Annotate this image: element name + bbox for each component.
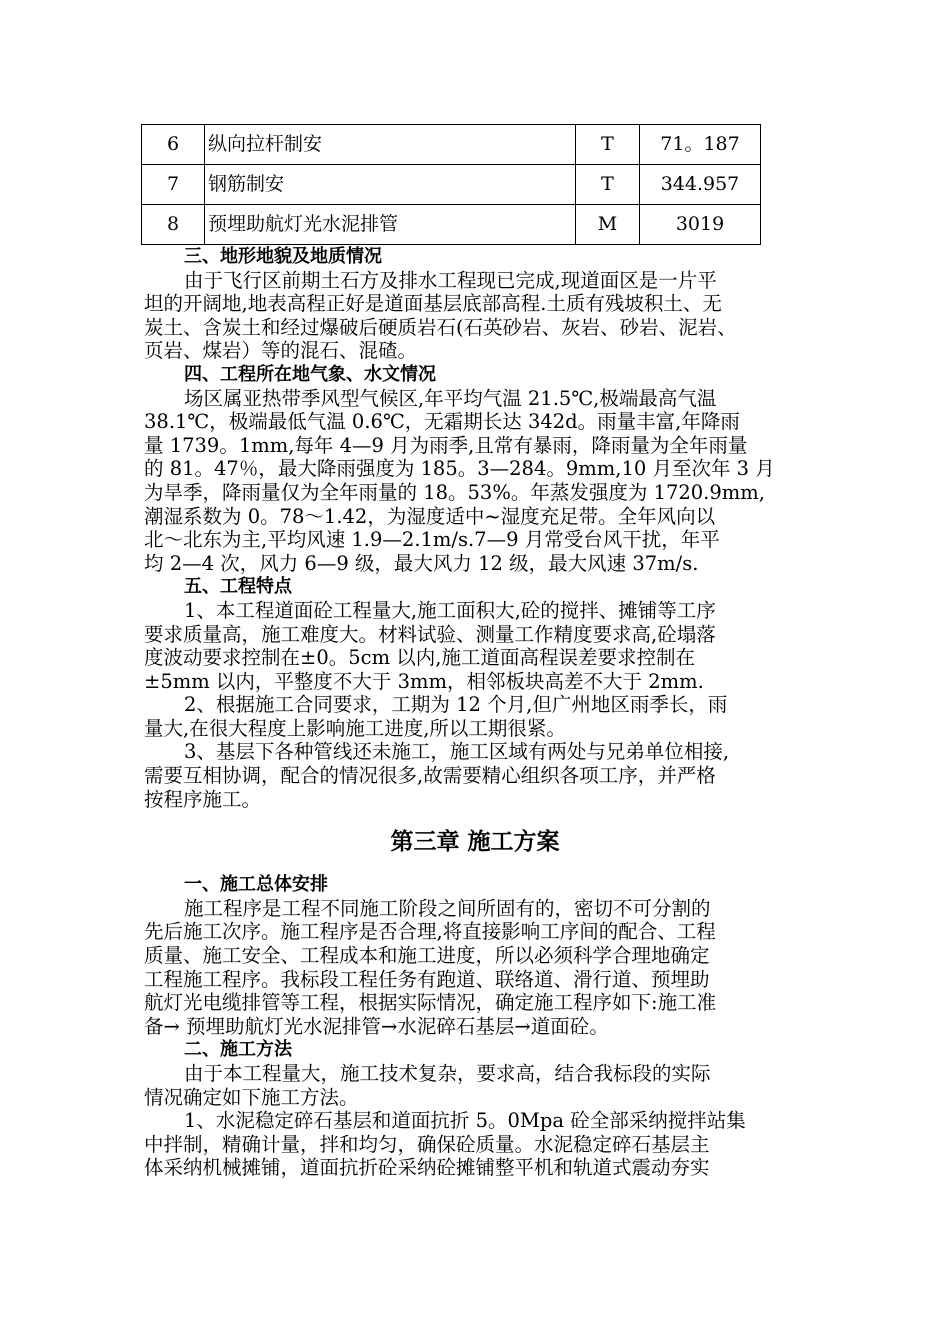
- table-row: [142, 205, 761, 245]
- item-name: 钢筋制安: [205, 165, 576, 205]
- paragraph-line: 均 2—4 次，风力 6—9 级，最大风力 12 级，最大风速 37m/s.: [144, 551, 699, 575]
- paragraph-line: 由于飞行区前期土石方及排水工程现已完成,现道面区是一片平: [184, 268, 717, 292]
- paragraph-line: ±5mm 以内，平整度不大于 3mm，相邻板块高差不大于 2mm.: [144, 669, 704, 693]
- section-heading-methods: 二、施工方法: [184, 1039, 292, 1061]
- paragraph-line: 3、基层下各种管线还未施工，施工区域有两处与兄弟单位相接,: [184, 740, 730, 764]
- item-quantity: 3019: [640, 205, 761, 245]
- quantity-table: [141, 124, 761, 245]
- item-name: 纵向拉杆制安: [205, 125, 576, 165]
- paragraph-line: 情况确定如下施工方法。: [144, 1085, 359, 1109]
- item-quantity: 344.957: [640, 165, 761, 205]
- item-unit: M: [576, 205, 640, 245]
- item-quantity: 71。187: [640, 125, 761, 165]
- paragraph-line: 先后施工次序。施工程序是否合理,将直接影响工序间的配合、工程: [144, 920, 716, 944]
- paragraph-line: 2、根据施工合同要求，工期为 12 个月,但广州地区雨季长，雨: [184, 693, 728, 717]
- paragraph-line: 度波动要求控制在±0。5cm 以内,施工道面高程误差要求控制在: [144, 646, 695, 670]
- paragraph-line: 场区属亚热带季风型气候区,年平均气温 21.5℃,极端最高气温: [184, 386, 717, 410]
- chapter-title: 第三章 施工方案: [390, 829, 560, 856]
- paragraph-line: 中拌制，精确计量，拌和均匀，确保砼质量。水泥稳定碎石基层主: [144, 1132, 710, 1156]
- body-text: [144, 245, 806, 1180]
- row-number: 8: [142, 205, 205, 245]
- paragraph-line: 北～北东为主,平均风速 1.9—2.1m/s.7—9 月常受台风干扰，年平: [144, 528, 720, 552]
- paragraph-line: 坦的开阔地,地表高程正好是道面基层底部高程.土质有残坡积土、无: [144, 292, 722, 316]
- section-heading-climate: 四、工程所在地气象、水文情况: [184, 363, 436, 385]
- paragraph-line: 的 81。47％，最大降雨强度为 185。3—284。9mm,10 月至次年 3 月: [144, 457, 775, 481]
- row-number: 7: [142, 165, 205, 205]
- row-number: 6: [142, 125, 205, 165]
- paragraph-line: 38.1℃，极端最低气温 0.6℃，无霜期长达 342d。雨量丰富,年降雨: [144, 410, 740, 434]
- paragraph-line: 1、水泥稳定碎石基层和道面抗折 5。0Mpa 砼全部采纳搅拌站集: [184, 1109, 746, 1133]
- paragraph-line: 量大,在很大程度上影响施工进度,所以工期很紧。: [144, 716, 566, 740]
- paragraph-line: 航灯光电缆排管等工程，根据实际情况，确定施工程序如下:施工准: [144, 991, 717, 1015]
- table-row: [142, 125, 761, 165]
- paragraph-line: 备→ 预埋助航灯光水泥排管→水泥碎石基层→道面砼。: [144, 1014, 609, 1038]
- item-name: 预埋助航灯光水泥排管: [205, 205, 576, 245]
- paragraph-line: 炭土、含炭土和经过爆破后硬质岩石(石英砂岩、灰岩、砂岩、泥岩、: [144, 315, 737, 339]
- paragraph-line: 体采纳机械摊铺，道面抗折砼采纳砼摊铺整平机和轨道式震动夯实: [144, 1156, 710, 1180]
- section-heading-features: 五、工程特点: [184, 576, 292, 598]
- paragraph-line: 质量、施工安全、工程成本和施工进度，所以必须科学合理地确定: [144, 944, 710, 968]
- paragraph-line: 页岩、煤岩）等的混石、混碴。: [144, 339, 418, 363]
- item-unit: T: [576, 165, 640, 205]
- paragraph-line: 潮湿系数为 0。78～1.42，为湿度适中~湿度充足带。全年风向以: [144, 504, 716, 528]
- paragraph-line: 工程施工程序。我标段工程任务有跑道、联络道、滑行道、预埋助: [144, 967, 710, 991]
- paragraph-line: 施工程序是工程不同施工阶段之间所固有的，密切不可分割的: [184, 896, 711, 920]
- section-heading-overall-plan: 一、施工总体安排: [184, 874, 328, 896]
- paragraph-line: 按程序施工。: [144, 787, 262, 811]
- paragraph-line: 量 1739。1mm,每年 4—9 月为雨季,且常有暴雨，降雨量为全年雨量: [144, 433, 748, 457]
- paragraph-line: 由于本工程量大，施工技术复杂，要求高，结合我标段的实际: [184, 1062, 711, 1085]
- item-unit: T: [576, 125, 640, 165]
- paragraph-line: 为旱季，降雨量仅为全年雨量的 18。53%。年蒸发强度为 1720.9mm,: [144, 480, 765, 504]
- paragraph-line: 要求质量高，施工难度大。材料试验、测量工作精度要求高,砼塌落: [144, 622, 716, 646]
- table-row: [142, 165, 761, 205]
- section-heading-terrain: 三、地形地貌及地质情况: [184, 246, 382, 267]
- paragraph-line: 需要互相协调，配合的情况很多,故需要精心组织各项工序，并严格: [144, 764, 716, 788]
- paragraph-line: 1、本工程道面砼工程量大,施工面积大,砼的搅拌、摊铺等工序: [184, 598, 716, 622]
